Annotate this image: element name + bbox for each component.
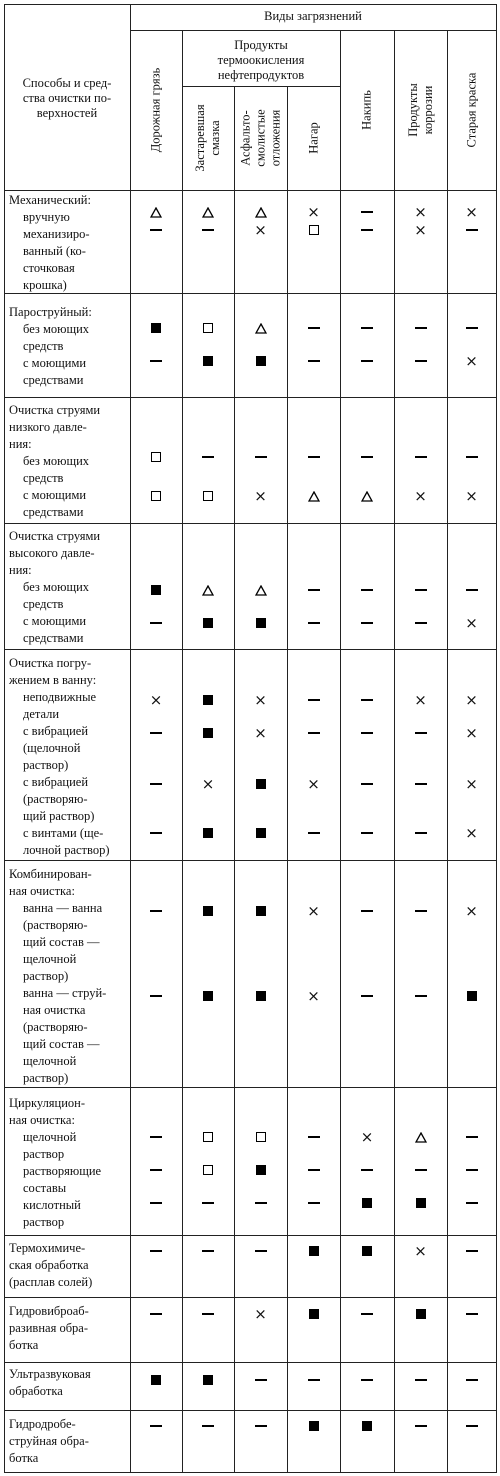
contam-types-heading: Виды загрязнений xyxy=(264,9,362,23)
dash-icon xyxy=(201,1419,215,1433)
cross-icon xyxy=(414,205,428,219)
method-label: Пароструйный: xyxy=(9,305,92,319)
cross-icon xyxy=(465,489,479,503)
filled-square-icon xyxy=(307,1307,321,1321)
cross-icon xyxy=(254,693,268,707)
dash-icon xyxy=(307,354,321,368)
method-label: без моющих xyxy=(23,322,90,336)
method-label: ная очистка: xyxy=(9,1113,75,1127)
dash-icon xyxy=(254,1244,268,1258)
method-label: ванна — ванна xyxy=(23,901,103,915)
method-label: растворяющие xyxy=(23,1164,102,1178)
method-label: кислотный xyxy=(23,1198,81,1212)
dash-icon xyxy=(414,777,428,791)
method-label: Ультразвуковая xyxy=(9,1367,91,1381)
dash-icon xyxy=(360,583,374,597)
group-separator xyxy=(4,1087,497,1088)
method-label: щелочной xyxy=(23,952,77,966)
oil-products-group-heading: термоокисления xyxy=(217,53,305,67)
filled-square-icon xyxy=(149,321,163,335)
method-label: детали xyxy=(23,707,60,721)
cross-icon xyxy=(307,904,321,918)
filled-square-icon xyxy=(414,1196,428,1210)
filled-square-icon xyxy=(201,989,215,1003)
triangle-icon xyxy=(254,205,268,219)
column-heading: Асфальто- смолистые отложения xyxy=(238,109,282,167)
dash-icon xyxy=(149,1163,163,1177)
method-label: разивная обра- xyxy=(9,1321,89,1335)
method-label: с моющими xyxy=(23,614,87,628)
method-label: раствор) xyxy=(23,969,69,983)
method-label: Термохимиче- xyxy=(9,1241,86,1255)
cross-icon xyxy=(254,489,268,503)
dash-icon xyxy=(307,450,321,464)
column-heading: Дорожная грязь xyxy=(148,67,163,153)
dash-icon xyxy=(254,450,268,464)
methods-column-heading: ства очистки по- xyxy=(22,91,112,105)
method-label: средствами xyxy=(23,505,84,519)
dash-icon xyxy=(465,223,479,237)
cross-icon xyxy=(465,354,479,368)
dash-icon xyxy=(465,450,479,464)
open-square-icon xyxy=(254,1130,268,1144)
filled-square-icon xyxy=(201,693,215,707)
dash-icon xyxy=(465,1163,479,1177)
triangle-icon xyxy=(414,1130,428,1144)
dash-icon xyxy=(465,583,479,597)
dash-icon xyxy=(414,321,428,335)
dash-icon xyxy=(414,354,428,368)
dash-icon xyxy=(149,826,163,840)
dash-icon xyxy=(307,1130,321,1144)
cross-icon xyxy=(465,693,479,707)
method-label: Очистка струями xyxy=(9,403,101,417)
filled-square-icon xyxy=(201,1373,215,1387)
oil-products-group-heading: Продукты xyxy=(234,38,288,52)
cross-icon xyxy=(254,1307,268,1321)
dash-icon xyxy=(307,826,321,840)
method-label: щий состав — xyxy=(23,935,100,949)
dash-icon xyxy=(149,777,163,791)
dash-icon xyxy=(360,777,374,791)
methods-column-heading: Способы и сред- xyxy=(22,76,112,90)
cross-icon xyxy=(414,1244,428,1258)
method-label: механизиро- xyxy=(23,227,90,241)
filled-square-icon xyxy=(201,616,215,630)
cross-icon xyxy=(414,223,428,237)
dash-icon xyxy=(465,1196,479,1210)
cross-icon xyxy=(414,693,428,707)
cross-icon xyxy=(307,989,321,1003)
filled-square-icon xyxy=(201,354,215,368)
dash-icon xyxy=(414,726,428,740)
dash-icon xyxy=(360,726,374,740)
cross-icon xyxy=(307,205,321,219)
column-heading: Нагар xyxy=(306,122,320,154)
dash-icon xyxy=(414,904,428,918)
triangle-icon xyxy=(254,321,268,335)
dash-icon xyxy=(307,726,321,740)
dash-icon xyxy=(360,1163,374,1177)
method-label: ванный (ко- xyxy=(23,244,86,258)
dash-icon xyxy=(465,1307,479,1321)
cross-icon xyxy=(465,826,479,840)
dash-icon xyxy=(414,826,428,840)
filled-square-icon xyxy=(254,904,268,918)
cross-icon xyxy=(201,777,215,791)
group-separator xyxy=(4,1362,497,1363)
method-label: составы xyxy=(23,1181,67,1195)
dash-icon xyxy=(360,616,374,630)
oil-products-group-heading: нефтепродуктов xyxy=(217,68,305,82)
group-separator xyxy=(4,523,497,524)
cross-icon xyxy=(254,726,268,740)
method-label: с вибрацией xyxy=(23,775,89,789)
open-square-icon xyxy=(201,321,215,335)
method-label: с моющими xyxy=(23,488,87,502)
cross-icon xyxy=(254,223,268,237)
method-label: Очистка струями xyxy=(9,529,101,543)
cross-icon xyxy=(414,489,428,503)
dash-icon xyxy=(360,1373,374,1387)
group-separator xyxy=(4,293,497,294)
open-square-icon xyxy=(149,489,163,503)
filled-square-icon xyxy=(360,1244,374,1258)
method-label: обработка xyxy=(9,1384,63,1398)
column-heading: Старая краска xyxy=(464,72,478,148)
method-label: щелочной xyxy=(23,1130,77,1144)
cross-icon xyxy=(149,693,163,707)
method-label: сточковая xyxy=(23,261,75,275)
method-label: (растворяю- xyxy=(23,918,88,932)
open-square-icon xyxy=(149,450,163,464)
filled-square-icon xyxy=(149,583,163,597)
triangle-icon xyxy=(360,489,374,503)
dash-icon xyxy=(307,1196,321,1210)
group-separator xyxy=(4,1410,497,1411)
method-label: Циркуляцион- xyxy=(9,1096,86,1110)
dash-icon xyxy=(360,450,374,464)
oil-group-underline xyxy=(182,86,340,87)
dash-icon xyxy=(149,726,163,740)
method-label: (щелочной xyxy=(23,741,81,755)
dash-icon xyxy=(360,354,374,368)
method-label: (растворяю- xyxy=(23,1020,88,1034)
dash-icon xyxy=(149,1130,163,1144)
method-label: раствор xyxy=(23,1215,65,1229)
dash-icon xyxy=(414,616,428,630)
dash-icon xyxy=(414,1373,428,1387)
group-separator xyxy=(4,1235,497,1236)
dash-icon xyxy=(360,693,374,707)
filled-square-icon xyxy=(307,1244,321,1258)
dash-icon xyxy=(307,1373,321,1387)
cross-icon xyxy=(360,1130,374,1144)
dash-icon xyxy=(149,1244,163,1258)
group-separator xyxy=(4,860,497,861)
table-right-border xyxy=(496,4,497,1472)
methods-column-divider xyxy=(130,4,131,1472)
dash-icon xyxy=(149,223,163,237)
method-label: лочной раствор) xyxy=(23,843,110,857)
method-label: ния: xyxy=(9,563,32,577)
dash-icon xyxy=(149,1196,163,1210)
dash-icon xyxy=(465,1419,479,1433)
dash-icon xyxy=(201,1244,215,1258)
method-label: щелочной xyxy=(23,1054,77,1068)
method-label: Очистка погру- xyxy=(9,656,92,670)
group-separator xyxy=(4,649,497,650)
cross-icon xyxy=(307,777,321,791)
method-label: Гидродробе- xyxy=(9,1417,76,1431)
method-label: низкого давле- xyxy=(9,420,87,434)
dash-icon xyxy=(465,1244,479,1258)
table-bottom-border xyxy=(4,1472,497,1473)
open-square-icon xyxy=(201,489,215,503)
group-separator xyxy=(4,190,497,191)
filled-square-icon xyxy=(254,989,268,1003)
method-label: (расплав солей) xyxy=(9,1275,93,1289)
method-label: средств xyxy=(23,339,64,353)
filled-square-icon xyxy=(254,826,268,840)
dash-icon xyxy=(465,1373,479,1387)
column-heading: Продукты коррозии xyxy=(405,83,435,137)
cross-icon xyxy=(465,726,479,740)
dash-icon xyxy=(307,693,321,707)
cross-icon xyxy=(465,616,479,630)
contam-types-underline xyxy=(130,30,496,31)
dash-icon xyxy=(465,321,479,335)
filled-square-icon xyxy=(201,826,215,840)
dash-icon xyxy=(360,1307,374,1321)
method-label: раствор) xyxy=(23,1071,69,1085)
open-square-icon xyxy=(201,1130,215,1144)
column-divider xyxy=(182,30,183,1472)
open-square-icon xyxy=(307,223,321,237)
method-label: крошка) xyxy=(23,278,67,292)
table-top-border xyxy=(4,4,497,5)
method-label: ботка xyxy=(9,1451,39,1465)
dash-icon xyxy=(201,1307,215,1321)
dash-icon xyxy=(201,223,215,237)
dash-icon xyxy=(149,616,163,630)
method-label: щий раствор) xyxy=(23,809,95,823)
dash-icon xyxy=(414,1419,428,1433)
method-label: ная очистка xyxy=(23,1003,86,1017)
dash-icon xyxy=(414,1163,428,1177)
dash-icon xyxy=(360,223,374,237)
filled-square-icon xyxy=(201,726,215,740)
dash-icon xyxy=(149,1419,163,1433)
method-label: раствор) xyxy=(23,758,69,772)
method-label: без моющих xyxy=(23,580,90,594)
dash-icon xyxy=(201,1196,215,1210)
method-label: Комбинирован- xyxy=(9,867,92,881)
dash-icon xyxy=(254,1196,268,1210)
column-divider xyxy=(394,30,395,1472)
cross-icon xyxy=(465,205,479,219)
dash-icon xyxy=(149,354,163,368)
filled-square-icon xyxy=(465,989,479,1003)
method-label: (растворяю- xyxy=(23,792,88,806)
method-label: вручную xyxy=(23,210,70,224)
method-label: раствор xyxy=(23,1147,65,1161)
group-separator xyxy=(4,397,497,398)
dash-icon xyxy=(307,1163,321,1177)
method-label: ния: xyxy=(9,437,32,451)
filled-square-icon xyxy=(254,777,268,791)
filled-square-icon xyxy=(360,1196,374,1210)
filled-square-icon xyxy=(149,1373,163,1387)
method-label: Гидровиброаб- xyxy=(9,1304,89,1318)
method-label: без моющих xyxy=(23,454,90,468)
triangle-icon xyxy=(201,205,215,219)
dash-icon xyxy=(360,321,374,335)
dash-icon xyxy=(307,321,321,335)
dash-icon xyxy=(201,450,215,464)
dash-icon xyxy=(149,904,163,918)
method-label: ная очистка: xyxy=(9,884,75,898)
method-label: жением в ванну: xyxy=(9,673,97,687)
method-label: щий состав — xyxy=(23,1037,100,1051)
method-label: ская обработка xyxy=(9,1258,89,1272)
filled-square-icon xyxy=(307,1419,321,1433)
open-square-icon xyxy=(201,1163,215,1177)
dash-icon xyxy=(254,1373,268,1387)
method-label: с винтами (ще- xyxy=(23,826,104,840)
dash-icon xyxy=(414,989,428,1003)
dash-icon xyxy=(414,583,428,597)
method-label: с вибрацией xyxy=(23,724,89,738)
dash-icon xyxy=(414,450,428,464)
method-label: ванна — струй- xyxy=(23,986,107,1000)
filled-square-icon xyxy=(254,616,268,630)
filled-square-icon xyxy=(254,354,268,368)
table-left-border xyxy=(4,4,5,1472)
triangle-icon xyxy=(201,583,215,597)
filled-square-icon xyxy=(254,1163,268,1177)
group-separator xyxy=(4,1297,497,1298)
triangle-icon xyxy=(149,205,163,219)
column-divider xyxy=(340,30,341,1472)
method-label: средствами xyxy=(23,373,84,387)
method-label: средств xyxy=(23,471,64,485)
dash-icon xyxy=(465,1130,479,1144)
dash-icon xyxy=(360,826,374,840)
filled-square-icon xyxy=(360,1419,374,1433)
method-label: высокого давле- xyxy=(9,546,95,560)
method-label: струйная обра- xyxy=(9,1434,89,1448)
triangle-icon xyxy=(254,583,268,597)
dash-icon xyxy=(254,1419,268,1433)
column-heading: Застаревшая смазка xyxy=(193,104,222,172)
method-label: средствами xyxy=(23,631,84,645)
dash-icon xyxy=(360,904,374,918)
method-label: ботка xyxy=(9,1338,39,1352)
methods-column-heading: верхностей xyxy=(36,106,98,120)
column-divider xyxy=(447,30,448,1472)
filled-square-icon xyxy=(414,1307,428,1321)
dash-icon xyxy=(149,1307,163,1321)
triangle-icon xyxy=(307,489,321,503)
dash-icon xyxy=(360,205,374,219)
method-label: неподвижные xyxy=(23,690,97,704)
cross-icon xyxy=(465,777,479,791)
dash-icon xyxy=(307,616,321,630)
dash-icon xyxy=(307,583,321,597)
column-heading: Накипь xyxy=(359,90,374,130)
filled-square-icon xyxy=(201,904,215,918)
method-label: с моющими xyxy=(23,356,87,370)
dash-icon xyxy=(149,989,163,1003)
method-label: Механический: xyxy=(9,193,91,207)
dash-icon xyxy=(360,989,374,1003)
method-label: средств xyxy=(23,597,64,611)
cross-icon xyxy=(465,904,479,918)
